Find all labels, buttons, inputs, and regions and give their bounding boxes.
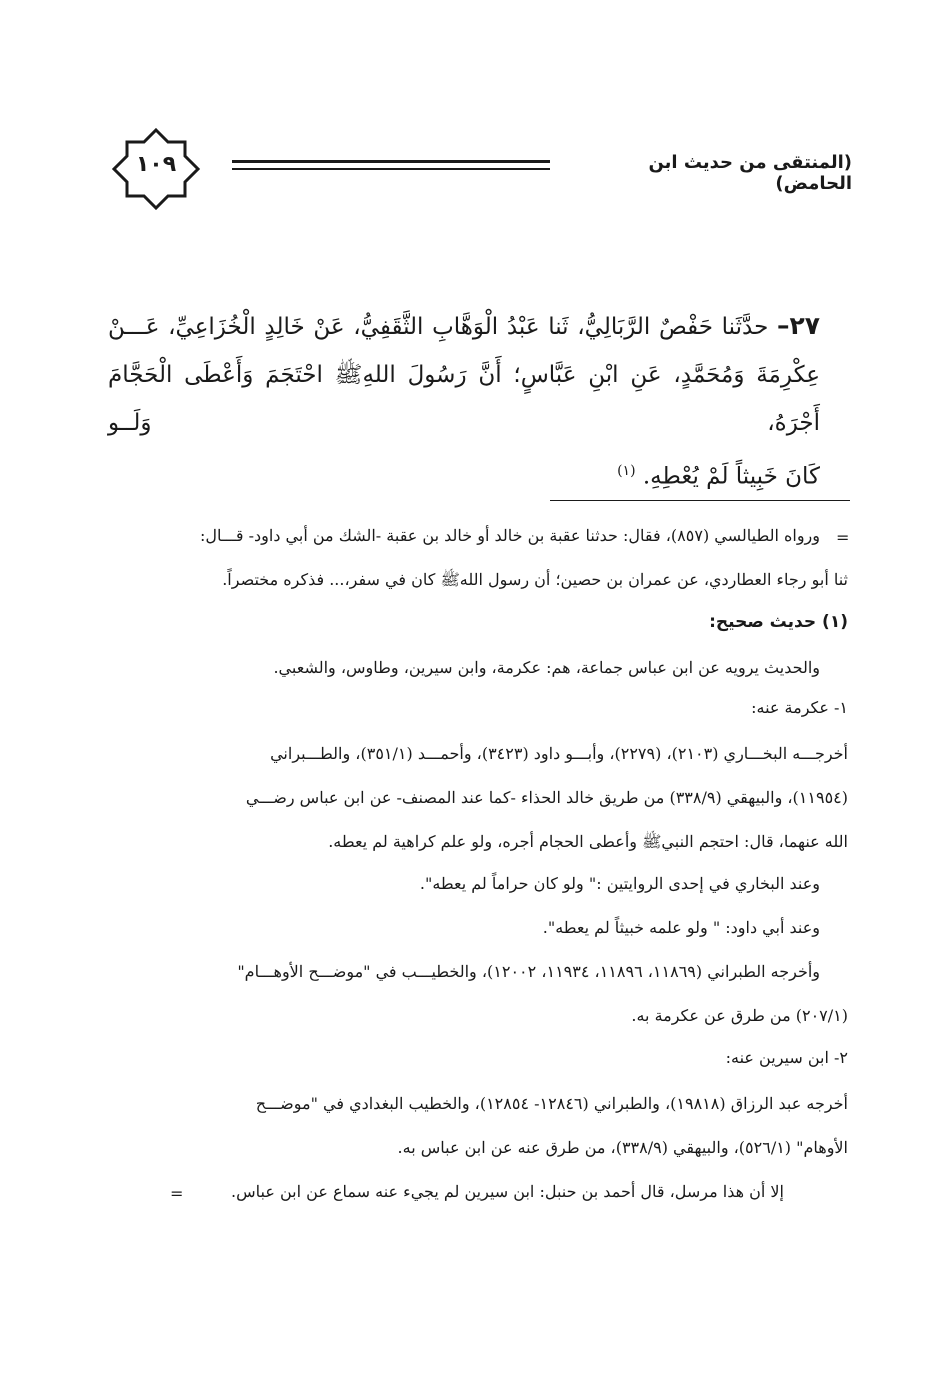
hadith-number: ٢٧– (776, 311, 820, 340)
footnote-heading: (١) حديث صحيح: (709, 612, 848, 632)
continuation-mark: = (836, 528, 850, 547)
footnote-line: وعند أبي داود: " ولو علمه خبيثاً لم يعطه". (542, 918, 820, 937)
page-number: ١٠٩ (135, 152, 177, 177)
footnote-ref: (١) (617, 463, 636, 479)
hadith-line-text: كَانَ خَبِيثاً لَمْ يُعْطِهِ. (642, 463, 820, 490)
footnote-line: (٢٠٧/١) من طرق عن عكرمة به. (631, 1006, 848, 1025)
hadith-line (108, 447, 820, 501)
header-rule-top (232, 160, 550, 163)
hadith-line (108, 302, 820, 351)
footnote-line: (١١٩٥٤)، والبيهقي (٣٣٨/٩) من طريق خالد الحذاء -كما عند المصنف- عن ابن عباس رضـــي (245, 788, 848, 807)
footnote-subheading: ٢- ابن سيرين عنه: (725, 1048, 848, 1067)
footnote-line: والحديث يرويه عن ابن عباس جماعة، هم: عكرمة، وابن سيرين، وطاوس، والشعبي. (273, 658, 820, 677)
footnote-line: أخرجه عبد الرزاق (١٩٨١٨)، والطبراني (١٢٨٤٦- ١٢٨٥٤)، والخطيب البغدادي في "موضـــح (255, 1094, 848, 1113)
hadith-line: عِكْرِمَةَ وَمُحَمَّدٍ، عَنِ ابْنِ عَبَّاسٍ؛ أَنَّ رَسُولَ اللهِﷺ احْتَجَمَ وَأَعْطَى الْحَجَّامَ أَجْرَهُ، وَلَــو (108, 362, 820, 436)
footnote-subheading: ١- عكرمة عنه: (751, 698, 848, 717)
footnote-line: الله عنهما، قال: احتجم النبيﷺ وأعطى الحجام أجره، ولو علم كراهية لم يعطه. (328, 832, 848, 851)
footnote-line: الأوهام" (٥٢٦/١)، والبيهقي (٣٣٨/٩)، من طرق عنه عن ابن عباس به. (397, 1138, 848, 1157)
header-rule-bottom (232, 168, 550, 170)
footnote-separator (550, 500, 850, 501)
continuation-mark: = (170, 1184, 184, 1203)
footnote-line: وعند البخاري في إحدى الروايتين :" ولو كان حراماً لم يعطه". (419, 874, 820, 893)
hadith-body (108, 302, 820, 501)
footnote-line: ثنا أبو رجاء العطاردي، عن عمران بن حصين؛ أن رسول اللهﷺ كان في سفر،... فذكره مختصراً. (222, 570, 848, 589)
footnote-line: أخرجـــه البخـــاري (٢١٠٣)، (٢٢٧٩)، وأبـــو داود (٣٤٢٣)، وأحمـــد (٣٥١/١)، والطـــبراني (270, 744, 848, 763)
footnote-line: ورواه الطيالسي (٨٥٧)، فقال: حدثنا عقبة بن خالد أو خالد بن عقبة -الشك من أبي داود- قـــال: (199, 526, 820, 545)
footnote-line: إلا أن هذا مرسل، قال أحمد بن حنبل: ابن سيرين لم يجيء عنه سماع عن ابن عباس. (231, 1182, 784, 1201)
page-number-badge (110, 128, 202, 210)
hadith-line-text: حدَّثَنا حَفْصٌ الرَّبَالِيُّ، ثَنا عَبْدُ الْوَهَّابِ الثَّقَفِيُّ، عَنْ خَالِدٍ الْخُزَاعِيِّ، عَـــنْ (108, 314, 769, 340)
running-header-title: (المنتقى من حديث ابن الحامض) (648, 152, 852, 194)
footnote-line: وأخرجه الطبراني (١١٨٦٩، ١١٨٩٦، ١١٩٣٤، ١٢٠٠٢)، والخطيـــب في "موضـــح الأوهـــام" (237, 962, 820, 981)
